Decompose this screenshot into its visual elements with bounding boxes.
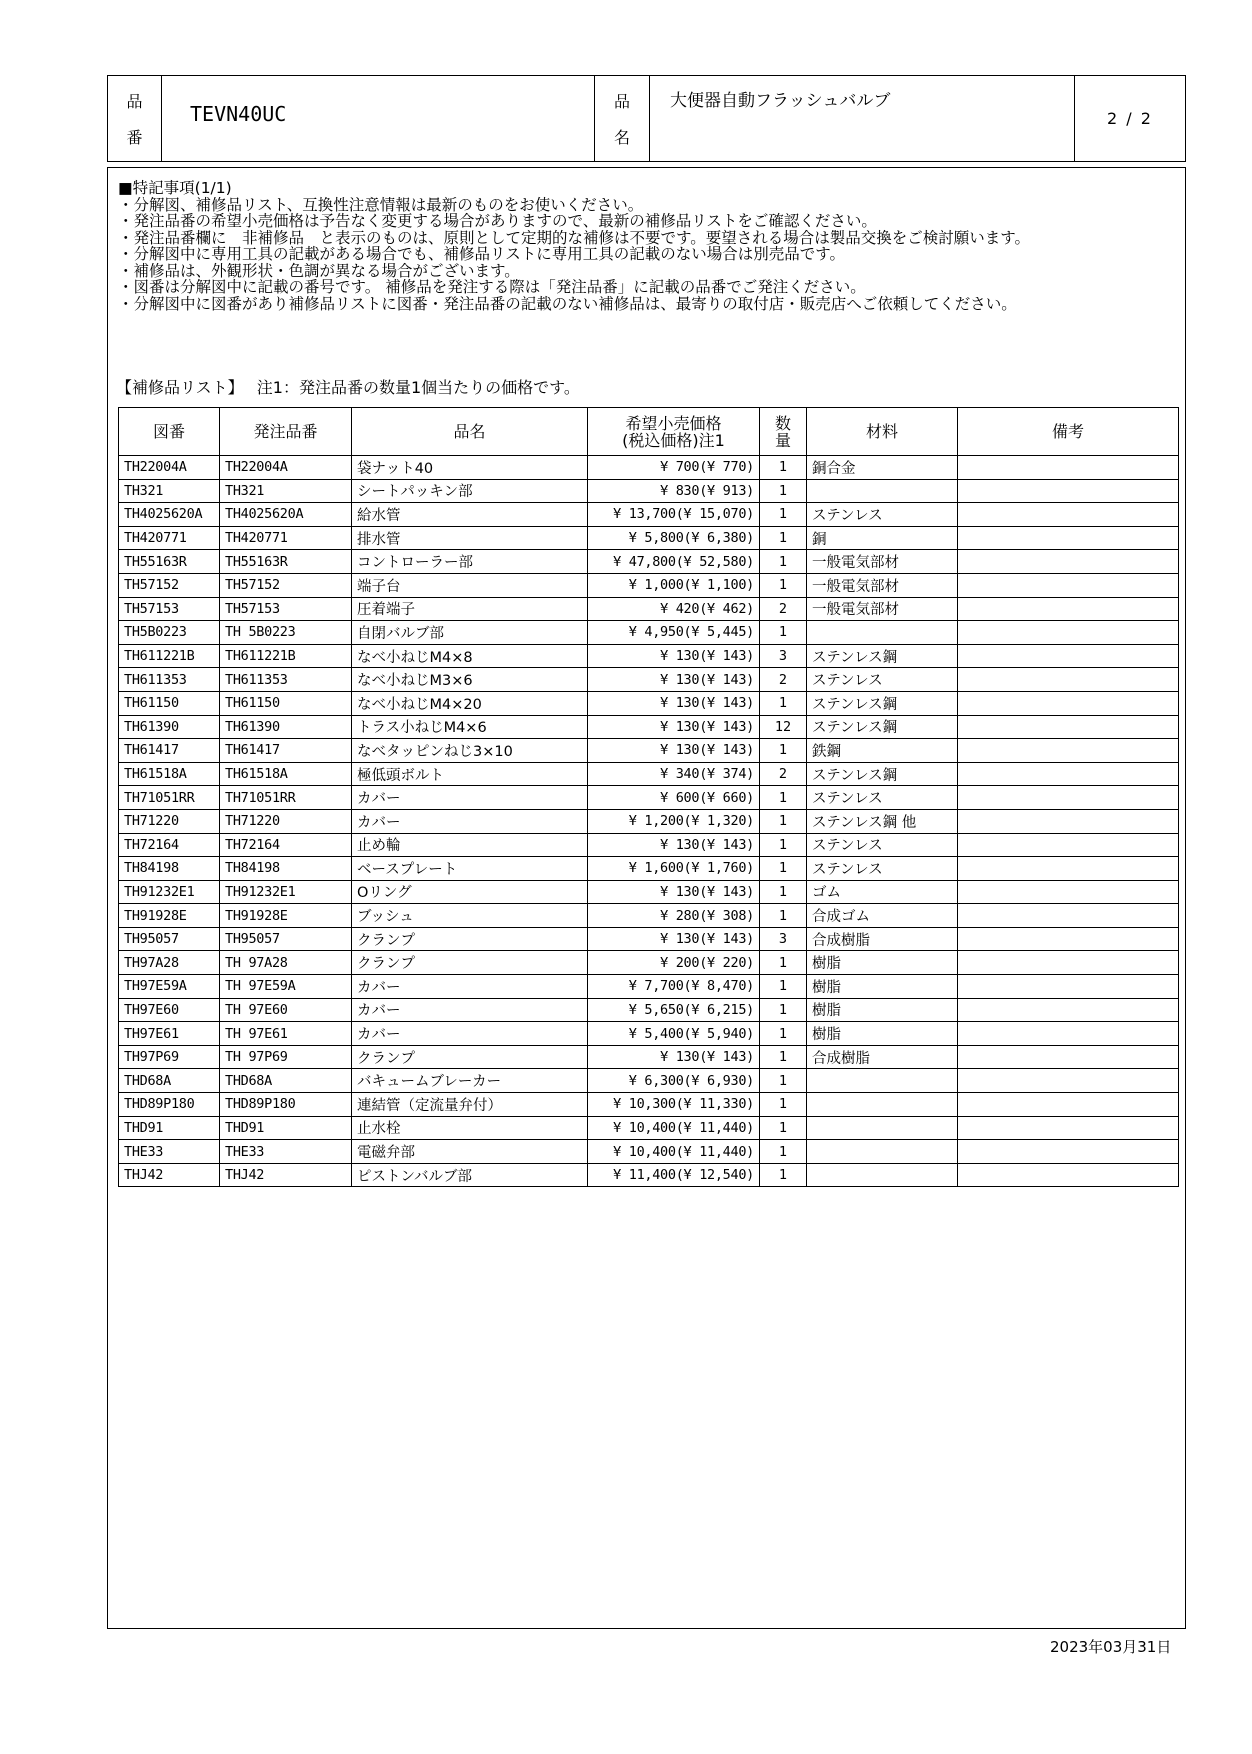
cell-qty: 12 [760,715,807,739]
cell-material: ステンレス [807,786,958,810]
cell-material: 樹脂 [807,975,958,999]
cell-order-no: TH71051RR [220,786,352,810]
table-row [119,1022,1179,1046]
cell-price: ¥ 700(¥ 770) [588,456,760,480]
cell-fig-no: TH55163R [119,550,220,574]
cell-name: カバー [352,975,588,999]
table-row [119,644,1179,668]
page-number: 2 / 2 [1107,109,1153,128]
cell-material [807,1116,958,1140]
cell-order-no: TH91928E [220,904,352,928]
cell-remarks [958,526,1179,550]
table-row [119,880,1179,904]
cell-material [807,1093,958,1117]
cell-name: シートパッキン部 [352,479,588,503]
cell-qty: 1 [760,1045,807,1069]
cell-qty: 1 [760,998,807,1022]
cell-price: ¥ 1,600(¥ 1,760) [588,857,760,881]
label-char: 番 [126,128,143,148]
table-row [119,975,1179,999]
cell-name: 圧着端子 [352,597,588,621]
table-row [119,597,1179,621]
cell-remarks [958,644,1179,668]
table-row [119,1140,1179,1164]
cell-price: ¥ 47,800(¥ 52,580) [588,550,760,574]
cell-remarks [958,927,1179,951]
cell-price: ¥ 130(¥ 143) [588,715,760,739]
cell-name: 極低頭ボルト [352,762,588,786]
cell-order-no: TH420771 [220,526,352,550]
cell-price: ¥ 130(¥ 143) [588,691,760,715]
cell-fig-no: THJ42 [119,1163,220,1187]
cell-remarks [958,857,1179,881]
cell-name: ベースプレート [352,857,588,881]
cell-fig-no: TH61390 [119,715,220,739]
cell-order-no: THD68A [220,1069,352,1093]
col-material: 材料 [807,408,958,456]
cell-material: 樹脂 [807,1022,958,1046]
cell-fig-no: TH321 [119,479,220,503]
parts-table [118,407,1179,1187]
cell-remarks [958,998,1179,1022]
cell-remarks [958,1022,1179,1046]
cell-name: クランプ [352,1045,588,1069]
cell-name: なべ小ねじM3×6 [352,668,588,692]
cell-order-no: TH4025620A [220,503,352,527]
cell-order-no: TH 97E61 [220,1022,352,1046]
table-row [119,668,1179,692]
cell-name: 袋ナット40 [352,456,588,480]
cell-fig-no: TH91928E [119,904,220,928]
cell-name: 連結管（定流量弁付） [352,1093,588,1117]
col-order-no: 発注品番 [220,408,352,456]
cell-remarks [958,456,1179,480]
cell-order-no: THE33 [220,1140,352,1164]
cell-qty: 2 [760,597,807,621]
col-fig-no: 図番 [119,408,220,456]
cell-material: ステンレス鋼 [807,644,958,668]
cell-fig-no: THD68A [119,1069,220,1093]
cell-name: 止め輪 [352,833,588,857]
cell-price: ¥ 130(¥ 143) [588,833,760,857]
cell-qty: 1 [760,833,807,857]
cell-price: ¥ 13,700(¥ 15,070) [588,503,760,527]
cell-remarks [958,597,1179,621]
cell-name: 電磁弁部 [352,1140,588,1164]
cell-name: コントローラー部 [352,550,588,574]
table-row [119,479,1179,503]
cell-remarks [958,1163,1179,1187]
cell-price: ¥ 130(¥ 143) [588,1045,760,1069]
cell-order-no: TH 97P69 [220,1045,352,1069]
cell-order-no: TH57152 [220,573,352,597]
cell-fig-no: TH97E59A [119,975,220,999]
col-price-line2: (税込価格)注1 [622,430,725,450]
cell-remarks [958,621,1179,645]
product-code: TEVN40UC [162,76,595,161]
col-price [588,408,760,456]
cell-price: ¥ 10,300(¥ 11,330) [588,1093,760,1117]
note-line: ・分解図、補修品リスト、互換性注意情報は最新のものをお使いください。 [118,195,644,214]
cell-name: 給水管 [352,503,588,527]
cell-fig-no: TH97E61 [119,1022,220,1046]
cell-price: ¥ 4,950(¥ 5,445) [588,621,760,645]
cell-remarks [958,809,1179,833]
cell-remarks [958,715,1179,739]
cell-qty: 2 [760,668,807,692]
cell-price: ¥ 130(¥ 143) [588,927,760,951]
cell-name: Oリング [352,880,588,904]
table-row [119,762,1179,786]
table-row [119,691,1179,715]
table-row [119,715,1179,739]
cell-material: ステンレス [807,833,958,857]
cell-material: 一般電気部材 [807,597,958,621]
cell-remarks [958,951,1179,975]
table-row [119,951,1179,975]
cell-remarks [958,1045,1179,1069]
parts-list-heading: 【補修品リスト】 注1：発注品番の数量1個当たりの価格です。 [116,378,580,397]
cell-qty: 2 [760,762,807,786]
cell-fig-no: TH71051RR [119,786,220,810]
cell-fig-no: TH91232E1 [119,880,220,904]
cell-qty: 1 [760,573,807,597]
cell-fig-no: TH97E60 [119,998,220,1022]
cell-order-no: TH22004A [220,456,352,480]
cell-material: 一般電気部材 [807,550,958,574]
cell-name: カバー [352,809,588,833]
note-line: ・発注品番欄に 非補修品 と表示のものは、原則として定期的な補修は不要です。要望される場合は製品交換をご検討願います。 [118,228,1031,247]
cell-material: 合成樹脂 [807,927,958,951]
table-row [119,1069,1179,1093]
table-row [119,1045,1179,1069]
cell-remarks [958,833,1179,857]
cell-fig-no: TH611353 [119,668,220,692]
cell-remarks [958,904,1179,928]
cell-fig-no: TH22004A [119,456,220,480]
table-row [119,904,1179,928]
cell-remarks [958,550,1179,574]
cell-order-no: TH 5B0223 [220,621,352,645]
cell-qty: 1 [760,550,807,574]
cell-price: ¥ 600(¥ 660) [588,786,760,810]
header-box [107,75,1186,162]
cell-name: ピストンバルブ部 [352,1163,588,1187]
cell-qty: 1 [760,621,807,645]
cell-price: ¥ 10,400(¥ 11,440) [588,1140,760,1164]
cell-name: なべ小ねじM4×8 [352,644,588,668]
cell-price: ¥ 130(¥ 143) [588,644,760,668]
cell-qty: 1 [760,880,807,904]
cell-price: ¥ 7,700(¥ 8,470) [588,975,760,999]
cell-order-no: TH 97E59A [220,975,352,999]
cell-name: ブッシュ [352,904,588,928]
cell-qty: 1 [760,456,807,480]
cell-remarks [958,975,1179,999]
notes-title: ■特記事項(1/1) [118,179,232,197]
cell-material: ステンレス [807,668,958,692]
cell-order-no: THJ42 [220,1163,352,1187]
cell-name: 排水管 [352,526,588,550]
cell-qty: 3 [760,927,807,951]
cell-fig-no: TH97A28 [119,951,220,975]
table-row [119,927,1179,951]
document-date: 2023年03月31日 [1050,1638,1172,1656]
cell-qty: 1 [760,975,807,999]
cell-order-no: TH61390 [220,715,352,739]
cell-fig-no: TH5B0223 [119,621,220,645]
cell-price: ¥ 11,400(¥ 12,540) [588,1163,760,1187]
cell-order-no: TH321 [220,479,352,503]
cell-qty: 1 [760,786,807,810]
cell-price: ¥ 5,650(¥ 6,215) [588,998,760,1022]
table-row [119,809,1179,833]
cell-name: 端子台 [352,573,588,597]
cell-remarks [958,479,1179,503]
cell-fig-no: TH57153 [119,597,220,621]
col-qty [760,408,807,456]
cell-price: ¥ 130(¥ 143) [588,739,760,763]
table-header-row [119,408,1179,456]
table-row [119,1116,1179,1140]
cell-material: 銅 [807,526,958,550]
note-line: ・発注品番の希望小売価格は予告なく変更する場合がありますので、最新の補修品リストをご確認ください。 [118,212,877,230]
cell-price: ¥ 280(¥ 308) [588,904,760,928]
cell-order-no: TH61150 [220,691,352,715]
cell-material: ステンレス鋼 他 [807,809,958,833]
cell-qty: 1 [760,951,807,975]
col-qty-line2: 量 [774,430,791,450]
cell-price: ¥ 1,200(¥ 1,320) [588,809,760,833]
table-row [119,550,1179,574]
cell-material: ステンレス [807,857,958,881]
cell-fig-no: TH72164 [119,833,220,857]
cell-fig-no: THE33 [119,1140,220,1164]
cell-name: 止水栓 [352,1116,588,1140]
note-line: ・分解図中に専用工具の記載がある場合でも、補修品リストに専用工具の記載のない場合は別売品です。 [118,245,845,263]
cell-price: ¥ 5,400(¥ 5,940) [588,1022,760,1046]
cell-material [807,1069,958,1093]
col-price-line1: 希望小売価格 [625,413,722,433]
cell-remarks [958,1093,1179,1117]
cell-material [807,479,958,503]
cell-order-no: TH84198 [220,857,352,881]
table-row [119,503,1179,527]
cell-name: なべタッピンねじ3×10 [352,739,588,763]
cell-qty: 1 [760,479,807,503]
cell-order-no: THD91 [220,1116,352,1140]
cell-order-no: TH71220 [220,809,352,833]
cell-fig-no: TH71220 [119,809,220,833]
cell-order-no: TH91232E1 [220,880,352,904]
label-char: 品 [613,91,630,111]
cell-remarks [958,503,1179,527]
cell-name: トラス小ねじM4×6 [352,715,588,739]
cell-order-no: TH95057 [220,927,352,951]
cell-material: 合成ゴム [807,904,958,928]
note-line: ・補修品は、外観形状・色調が異なる場合がございます。 [118,261,520,280]
note-line: ・分解図中に図番があり補修品リストに図番・発注品番の記載のない補修品は、最寄りの取付店・販売店へご依頼してください。 [118,294,1017,313]
label-char: 品 [126,91,143,111]
cell-remarks [958,1116,1179,1140]
cell-remarks [958,573,1179,597]
table-row [119,833,1179,857]
cell-name: クランプ [352,951,588,975]
cell-material [807,1163,958,1187]
table-body [119,456,1179,1187]
cell-fig-no: TH420771 [119,526,220,550]
cell-price: ¥ 1,000(¥ 1,100) [588,573,760,597]
cell-remarks [958,786,1179,810]
cell-order-no: TH57153 [220,597,352,621]
cell-remarks [958,668,1179,692]
cell-material: ステンレス [807,503,958,527]
cell-remarks [958,1140,1179,1164]
cell-fig-no: TH97P69 [119,1045,220,1069]
cell-name: なべ小ねじM4×20 [352,691,588,715]
col-qty-line1: 数 [774,413,791,433]
cell-qty: 1 [760,1163,807,1187]
cell-qty: 1 [760,526,807,550]
cell-price: ¥ 340(¥ 374) [588,762,760,786]
col-name: 品名 [352,408,588,456]
cell-fig-no: THD89P180 [119,1093,220,1117]
cell-price: ¥ 130(¥ 143) [588,880,760,904]
cell-name: 自閉バルブ部 [352,621,588,645]
cell-material: 樹脂 [807,951,958,975]
cell-order-no: TH611353 [220,668,352,692]
cell-qty: 1 [760,1069,807,1093]
product-name: 大便器自動フラッシュバルブ [650,76,1075,161]
table-row [119,1163,1179,1187]
cell-material: 合成樹脂 [807,1045,958,1069]
cell-qty: 1 [760,1116,807,1140]
cell-fig-no: THD91 [119,1116,220,1140]
table-row [119,456,1179,480]
note-line: ・図番は分解図中に記載の番号です。 補修品を発注する際は「発注品番」に記載の品番でご発注ください。 [118,278,866,296]
special-notes [118,180,1178,312]
cell-price: ¥ 130(¥ 143) [588,668,760,692]
cell-remarks [958,880,1179,904]
cell-fig-no: TH61150 [119,691,220,715]
cell-price: ¥ 10,400(¥ 11,440) [588,1116,760,1140]
table-row [119,1093,1179,1117]
cell-qty: 1 [760,809,807,833]
table-row [119,526,1179,550]
table-row [119,739,1179,763]
cell-qty: 1 [760,1022,807,1046]
cell-order-no: TH61417 [220,739,352,763]
cell-material [807,621,958,645]
cell-fig-no: TH61518A [119,762,220,786]
cell-price: ¥ 200(¥ 220) [588,951,760,975]
table-row [119,573,1179,597]
cell-material: 樹脂 [807,998,958,1022]
cell-price: ¥ 830(¥ 913) [588,479,760,503]
table-row [119,998,1179,1022]
cell-fig-no: TH84198 [119,857,220,881]
cell-order-no: TH72164 [220,833,352,857]
cell-fig-no: TH95057 [119,927,220,951]
cell-fig-no: TH611221B [119,644,220,668]
table-row [119,857,1179,881]
cell-qty: 1 [760,1093,807,1117]
cell-material: 一般電気部材 [807,573,958,597]
cell-remarks [958,1069,1179,1093]
cell-order-no: TH611221B [220,644,352,668]
cell-remarks [958,691,1179,715]
main-box [107,167,1186,1629]
col-remarks: 備考 [958,408,1179,456]
cell-price: ¥ 420(¥ 462) [588,597,760,621]
cell-fig-no: TH61417 [119,739,220,763]
cell-material: ステンレス鋼 [807,691,958,715]
cell-material: ステンレス鋼 [807,762,958,786]
cell-order-no: TH61518A [220,762,352,786]
cell-order-no: TH55163R [220,550,352,574]
cell-remarks [958,762,1179,786]
label-char: 名 [613,128,630,148]
cell-qty: 1 [760,857,807,881]
cell-fig-no: TH57152 [119,573,220,597]
cell-fig-no: TH4025620A [119,503,220,527]
cell-remarks [958,739,1179,763]
cell-material: 鉄鋼 [807,739,958,763]
cell-qty: 1 [760,691,807,715]
cell-name: バキュームブレーカー [352,1069,588,1093]
cell-price: ¥ 5,800(¥ 6,380) [588,526,760,550]
cell-price: ¥ 6,300(¥ 6,930) [588,1069,760,1093]
cell-order-no: THD89P180 [220,1093,352,1117]
product-name-label [595,76,650,161]
cell-material: ステンレス鋼 [807,715,958,739]
cell-material: ゴム [807,880,958,904]
table-row [119,786,1179,810]
cell-name: カバー [352,998,588,1022]
cell-order-no: TH 97A28 [220,951,352,975]
cell-material: 銅合金 [807,456,958,480]
cell-material [807,1140,958,1164]
product-code-label [108,76,162,161]
cell-name: クランプ [352,927,588,951]
cell-qty: 3 [760,644,807,668]
cell-qty: 1 [760,904,807,928]
cell-name: カバー [352,786,588,810]
cell-order-no: TH 97E60 [220,998,352,1022]
cell-qty: 1 [760,739,807,763]
cell-qty: 1 [760,503,807,527]
table-row [119,621,1179,645]
cell-name: カバー [352,1022,588,1046]
cell-qty: 1 [760,1140,807,1164]
